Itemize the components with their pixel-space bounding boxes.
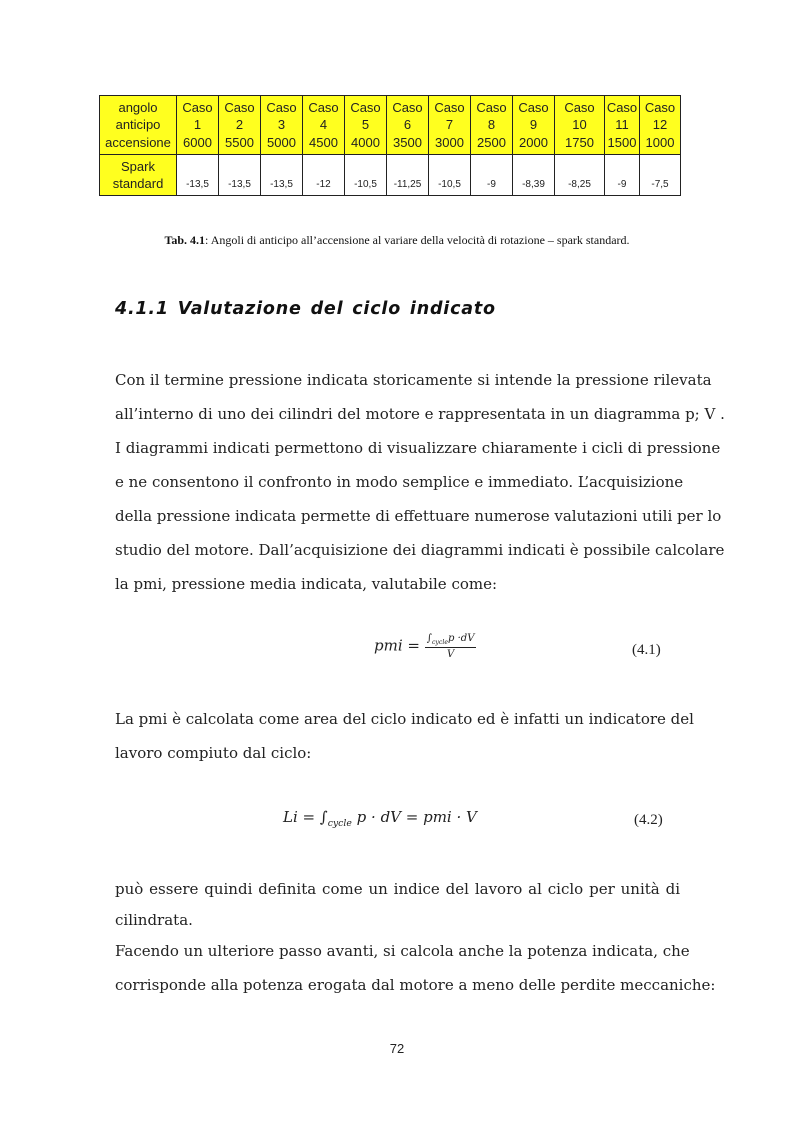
text-line: studio del motore. Dall’acquisizione dei diagrammi indicati è possibile calcolare [115, 541, 725, 559]
caption-text: : Angoli di anticipo all’accensione al variare della velocità di rotazione – spark standard. [205, 233, 630, 247]
case-header-cell: Caso 8 2500 [471, 96, 513, 155]
paragraph-2 [115, 702, 694, 770]
text-line: può essere quindi definita come un indice del lavoro al ciclo per unità di [115, 880, 680, 898]
equation-4-1 [374, 633, 476, 660]
case-header-cell: Caso 2 5500 [219, 96, 261, 155]
row-label-cell: Spark standard [100, 155, 177, 196]
value-cell: -8,39 [513, 155, 555, 196]
spark-advance-table [99, 95, 681, 196]
equation-lhs: pmi = [374, 636, 420, 655]
table-header-row [100, 96, 681, 155]
value-cell: -11,25 [387, 155, 429, 196]
case-header-cell: Caso 12 1000 [640, 96, 681, 155]
text-line: Con il termine pressione indicata storicamente si intende la pressione rilevata [115, 371, 712, 389]
equation-number: (4.1) [632, 642, 661, 658]
case-header-cell: Caso 4 4500 [303, 96, 345, 155]
value-cell: -9 [471, 155, 513, 196]
case-header-cell: Caso 1 6000 [177, 96, 219, 155]
case-header-cell: Caso 6 3500 [387, 96, 429, 155]
value-cell: -13,5 [219, 155, 261, 196]
value-cell: -9 [605, 155, 640, 196]
value-cell: -7,5 [640, 155, 681, 196]
value-cell: -13,5 [177, 155, 219, 196]
value-cell: -13,5 [261, 155, 303, 196]
value-cell: -10,5 [429, 155, 471, 196]
text-line: cilindrata. [115, 911, 193, 929]
equation-number: (4.2) [634, 812, 663, 828]
text-line: e ne consentono il confronto in modo semplice e immediato. L’acquisizione [115, 473, 684, 491]
text-line: I diagrammi indicati permettono di visualizzare chiaramente i cicli di pressione [115, 439, 721, 457]
text-line: la pmi, pressione media indicata, valutabile come: [115, 575, 498, 593]
table-data-row [100, 155, 681, 196]
case-header-cell: Caso 9 2000 [513, 96, 555, 155]
text-line: della pressione indicata permette di effettuare numerose valutazioni utili per lo [115, 507, 722, 525]
case-header-cell: Caso 5 4000 [345, 96, 387, 155]
case-header-cell: Caso 3 5000 [261, 96, 303, 155]
case-header-cell: Caso 7 3000 [429, 96, 471, 155]
text-line: all’interno di uno dei cilindri del motore e rappresentata in un diagramma p; V . [115, 405, 725, 423]
table-caption [0, 233, 794, 248]
value-cell: -8,25 [555, 155, 605, 196]
paragraph-1 [115, 363, 725, 601]
text-line: Facendo un ulteriore passo avanti, si calcola anche la potenza indicata, che [115, 942, 690, 960]
equation-4-2: $Li = \int_{cycle}$ p · dV = pmi · V [283, 808, 477, 829]
row-label-cell: angolo anticipo accensione [100, 96, 177, 155]
case-header-cell: Caso 10 1750 [555, 96, 605, 155]
paragraph-3 [115, 872, 716, 1002]
value-cell: -10,5 [345, 155, 387, 196]
equation-fraction: $\frac{\int_{cycle}p \cdot dV}{V}$ [426, 633, 475, 660]
text-line: La pmi è calcolata come area del ciclo indicato ed è infatti un indicatore del [115, 710, 694, 728]
section-heading: 4.1.1 Valutazione del ciclo indicato [115, 299, 496, 319]
page-number: 72 [389, 1041, 405, 1056]
value-cell: -12 [303, 155, 345, 196]
text-line: lavoro compiuto dal ciclo: [115, 744, 312, 762]
case-header-cell: Caso 11 1500 [605, 96, 640, 155]
text-line: corrisponde alla potenza erogata dal motore a meno delle perdite meccaniche: [115, 976, 716, 994]
caption-label: Tab. 4.1 [164, 233, 206, 247]
